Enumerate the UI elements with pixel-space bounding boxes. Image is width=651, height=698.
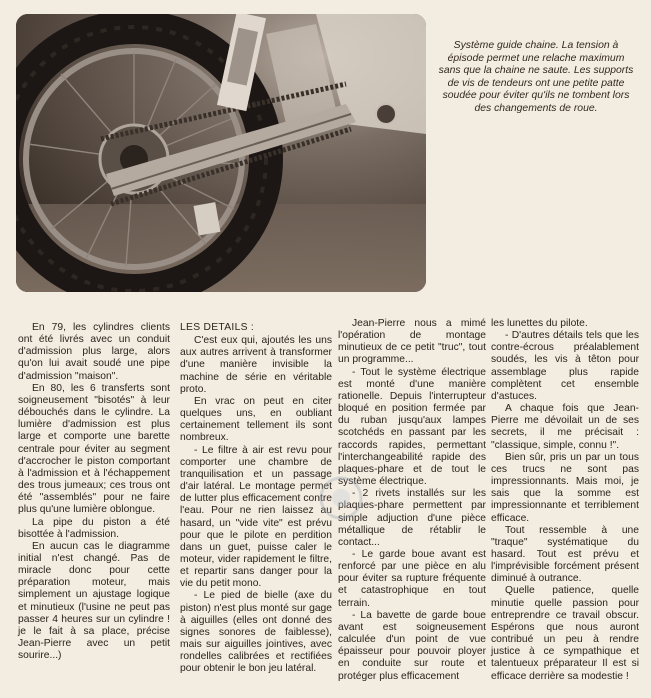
motorcycle-photo	[16, 14, 426, 292]
watermark-logo	[318, 475, 364, 521]
paragraph: La pipe du piston a été bisottée à l'admission.	[18, 516, 170, 540]
paragraph: - 2 rivets installés sur les plaques-phare permettent par simple adjuction d'une pièce métallique de rétablir le contact...	[338, 488, 486, 548]
paragraph: - Le filtre à air est revu pour comporter une chambre de tranquilisation et un passage d'air latéral. Le montage permet de lutter plus efficacement contre l'eau. Pour ne rien laissez au hasard, un "vide vite" est prévu pour que le pilote en perdition dans un guet, puisse caler le moteur, vider rapidement le filtre, et repartir sans danger pour la vie du petit mono.	[180, 444, 332, 590]
column-1	[18, 322, 170, 662]
paragraph: - Le garde boue avant est renforcé par une pièce en alu pour éviter sa rupture fréquente et catastrophique en tout terrain.	[338, 548, 486, 609]
paragraph: Bien sûr, pris un par un tous ces trucs ne sont pas impressionnants. Mais moi, je sais que la somme est impressionnante et terriblement efficace.	[491, 451, 639, 524]
section-heading: LES DETAILS :	[180, 322, 255, 333]
paragraph: A chaque fois que Jean-Pierre me dévoilait un de ses secrets, il me précisait : "classique, simple, connu !".	[491, 403, 639, 451]
column-2	[180, 322, 332, 676]
paragraph: En aucun cas le diagramme initial n'est changé. Pas de miracle donc pour cette préparation moteur, mais simplement un ajustage logique et minutieux (l'usine ne peut pas passer 4 heures sur un cylindre ! je le fait à sa place, précise Jean-Pierre avec un petit sourire...)	[18, 540, 170, 662]
paragraph: les lunettes du pilote.	[491, 318, 588, 329]
paragraph: - Tout le système électrique est monté d'une manière rationelle. Depuis l'interrupteur bloqué en position fermée par du ruban jusqu'aux lampes scotchéds en passant par les raccords rapides, permettant l'interchangeabilité rapide des plaques-phare et de tout le système électrique.	[338, 366, 486, 488]
paragraph: Tout ressemble à une "traque" systématique du hasard. Tout est prévu et l'imprévisible forcément présent diminué à outrance.	[491, 524, 639, 585]
paragraph: Jean-Pierre nous a mimé l'opération de montage minutieux de ce petit "truc", tout un programme...	[338, 318, 486, 366]
paragraph: Quelle patience, quelle minutie quelle passion pour entreprendre ce travail obscur. Espérons que nous auront contribué un peu à rendre justice à ce sympathique et talentueux préparateur Il est si efficace derrière sa modestie !	[491, 585, 639, 682]
paragraph: En 80, les 6 transferts sont soigneusement "bisotés" à leur débouchés dans le cylindre. La lumière d'admission est plus large et comporte une barette centrale pour éviter au segment d'accrocher le piston comportant à l'admission et à l'échappement des trous jumeaux; ces trous ont été "assemblés" pour ne faire plus qu'une lumière oblongue.	[18, 382, 170, 516]
column-4	[491, 318, 639, 683]
paragraph: - La bavette de garde boue avant est soigneusement calculée d'un point de vue épaisseur pour pouvoir ployer en conduite sur route et protéger plus efficacement	[338, 609, 486, 682]
paragraph: - Le pied de bielle (axe du piston) n'est plus monté sur gage à aiguilles (elles ont donné des signes sonores de faiblesse), mais sur aiguilles jointives, avec rondelles calibrées et rectifiées pour obtenir le bon jeu latéral.	[180, 590, 332, 675]
paragraph: En 79, les cylindres clients ont été livrés avec un conduit d'admission plus large, alors qu'on lui avait soudé une pipe d'admission "maison".	[18, 322, 170, 382]
paragraph: En vrac on peut en citer quelques uns, en oubliant certainement tellement ils sont nombreux.	[180, 395, 332, 444]
photo-caption: Système guide chaine. La tension à épisode permet une relache maximum sans que la chaine ne saute. Les supports de vis de tendeurs ont une petite patte soudée pour éviter qu'ils ne tombent lors des changements de roue.	[438, 40, 634, 114]
rear-wheel-chain-photo	[16, 14, 426, 292]
paragraph: - D'autres détails tels que les contre-écrous préalablement soudés, les vis à têton pour assemblage plus rapide complètent cet ensemble d'astuces.	[491, 330, 639, 402]
paragraph: C'est eux qui, ajoutés les uns aux autres arrivent à transformer d'une manière invisible la machine de série en véritable proto.	[180, 335, 332, 395]
